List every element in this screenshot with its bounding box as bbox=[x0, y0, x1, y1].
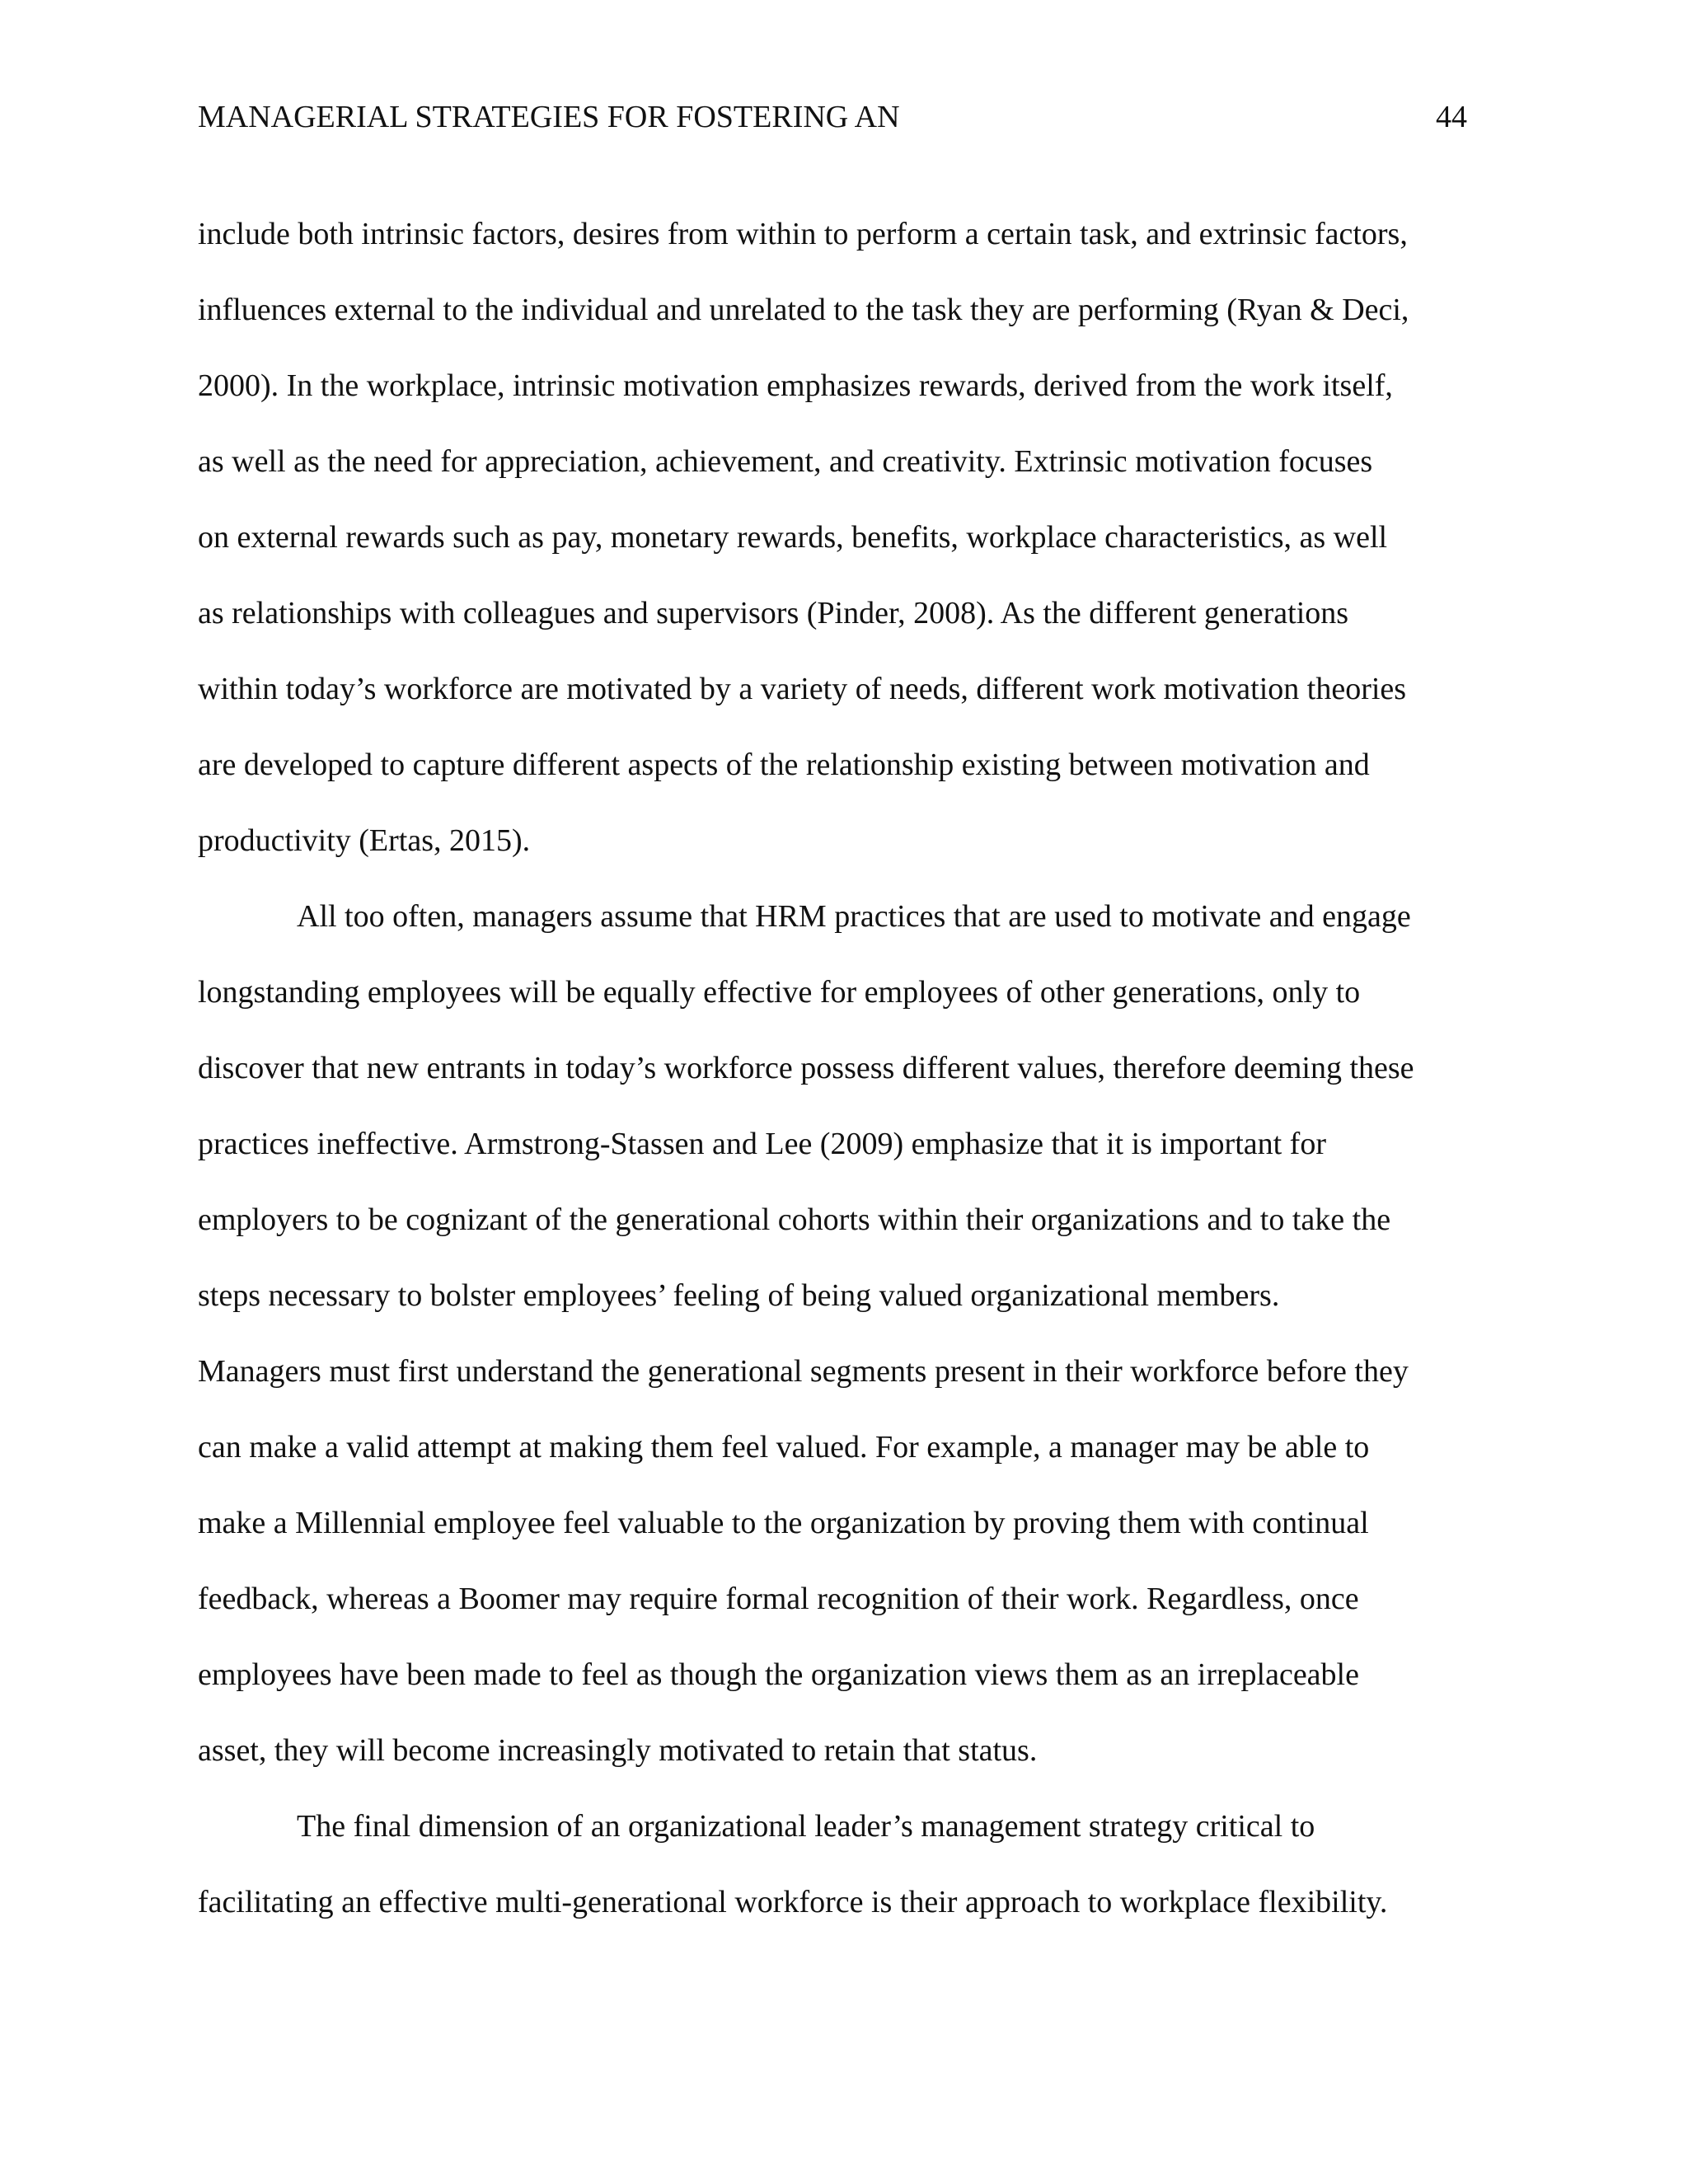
text-line: employers to be cognizant of the generational cohorts within their organizations and to take the bbox=[198, 1202, 1391, 1237]
text-line: facilitating an effective multi-generational workforce is their approach to workplace flexibility. bbox=[198, 1885, 1388, 1919]
text-line: All too often, managers assume that HRM practices that are used to motivate and engage bbox=[297, 899, 1411, 934]
text-line: Managers must first understand the generational segments present in their workforce before they bbox=[198, 1354, 1409, 1389]
body-text bbox=[198, 196, 1500, 1940]
text-line: longstanding employees will be equally effective for employees of other generations, only to bbox=[198, 975, 1361, 1010]
text-line: practices ineffective. Armstrong-Stassen and Lee (2009) emphasize that it is important for bbox=[198, 1127, 1326, 1161]
text-line: can make a valid attempt at making them feel valued. For example, a manager may be able to bbox=[198, 1430, 1370, 1465]
running-head: MANAGERIAL STRATEGIES FOR FOSTERING AN bbox=[198, 100, 900, 134]
text-line: on external rewards such as pay, monetary rewards, benefits, workplace characteristics, as well bbox=[198, 520, 1388, 555]
text-line: asset, they will become increasingly motivated to retain that status. bbox=[198, 1733, 1038, 1768]
text-line: make a Millennial employee feel valuable to the organization by proving them with continual bbox=[198, 1506, 1369, 1540]
text-line: feedback, whereas a Boomer may require formal recognition of their work. Regardless, once bbox=[198, 1582, 1359, 1616]
text-line: as relationships with colleagues and supervisors (Pinder, 2008). As the different generations bbox=[198, 596, 1349, 630]
text-line: productivity (Ertas, 2015). bbox=[198, 823, 531, 858]
text-line: steps necessary to bolster employees’ feeling of being valued organizational members. bbox=[198, 1278, 1280, 1313]
text-line: The final dimension of an organizational leader’s management strategy critical to bbox=[297, 1809, 1315, 1844]
text-line: 2000). In the workplace, intrinsic motivation emphasizes rewards, derived from the work itself, bbox=[198, 368, 1393, 403]
text-line: influences external to the individual and unrelated to the task they are performing (Ryan & Deci, bbox=[198, 293, 1409, 327]
text-line: employees have been made to feel as though the organization views them as an irreplaceable bbox=[198, 1657, 1359, 1692]
text-line: as well as the need for appreciation, achievement, and creativity. Extrinsic motivation focuses bbox=[198, 444, 1373, 479]
page-number: 44 bbox=[1436, 100, 1467, 134]
text-line: are developed to capture different aspects of the relationship existing between motivation and bbox=[198, 748, 1370, 782]
text-line: within today’s workforce are motivated by a variety of needs, different work motivation theories bbox=[198, 672, 1407, 706]
text-line: include both intrinsic factors, desires from within to perform a certain task, and extrinsic factors, bbox=[198, 217, 1408, 251]
text-line: discover that new entrants in today’s workforce possess different values, therefore deeming these bbox=[198, 1051, 1414, 1085]
